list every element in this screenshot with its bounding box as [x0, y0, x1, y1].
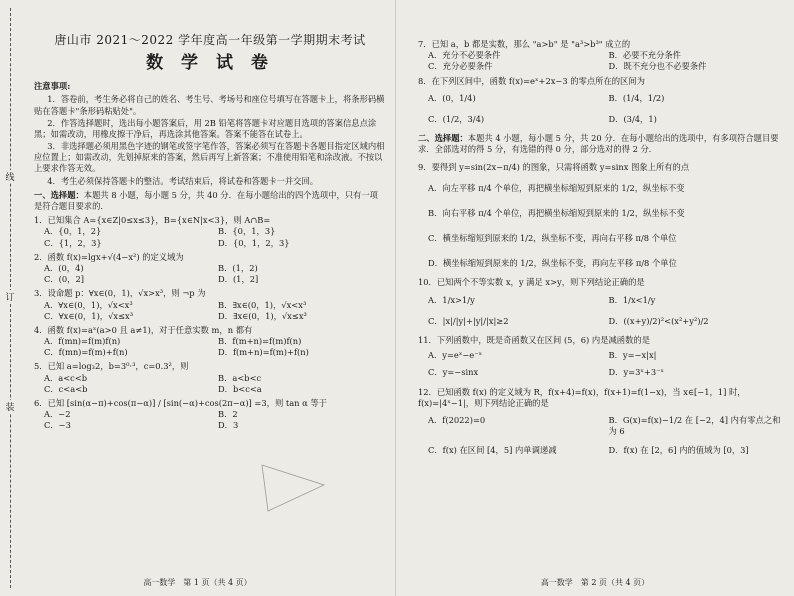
option: D．∃x∈(0，1)，√x≤x³	[218, 310, 307, 321]
binding-line	[0, 0, 22, 596]
question-stem: 4．函数 f(x)=aˣ(a>0 且 a≠1)，对于任意实数 m，n 都有	[34, 324, 253, 335]
option: A．f(mn)=f(m)f(n)	[44, 336, 121, 347]
note-item: 2．作答选择题时，选出每小题答案后，用 2B 铅笔将答题卡对应题目选项的答案信息点涂黑；如需改动，用橡皮擦干净后，再选涂其他答案。答案不能答在试卷上。	[34, 117, 377, 139]
question-stem: 2．函数 f(x)=lgx+√(4−x²) 的定义域为	[34, 251, 184, 262]
question-1	[34, 215, 386, 249]
option: C．横坐标缩短到原来的 1/2，纵坐标不变，再向右平移 π/8 个单位	[428, 233, 677, 244]
question-9	[418, 162, 783, 270]
binding-mark: 线	[2, 170, 18, 183]
question-stem: 7．已知 a，b 都是实数，那么 "a>b" 是 "a³>b³" 成立的	[418, 39, 631, 49]
option: B．a<b<c	[218, 372, 262, 383]
option: D．既不充分也不必要条件	[608, 61, 707, 72]
option: B．(1/4，1/2)	[608, 92, 665, 103]
option: A．充分不必要条件	[428, 50, 501, 61]
question-stem: 1．已知集合 A={x∈Z|0≤x≤3}，B={x∈N|x<3}，则 A∩B=	[34, 215, 271, 226]
page-1-content	[34, 32, 386, 432]
question-stem: 11．下列函数中，既是奇函数又在区间 (5，6) 内是减函数的是	[418, 335, 650, 345]
page-2-content	[418, 36, 783, 457]
triangle-sketch-icon	[258, 455, 328, 515]
option: D．(3/4，1)	[608, 113, 657, 124]
option: C．(1/2，3/4)	[428, 113, 485, 124]
binding-mark: 订	[2, 290, 18, 303]
option: B．1/x<1/y	[608, 294, 656, 305]
question-stem: 12．已知函数 f(x) 的定义域为 R，f(x+4)=f(x)，f(x+1)=f(1−x)，当 x∈[−1，1] 时，f(x)=|4ˣ−1|，则下列结论正确的是	[418, 386, 746, 408]
binding-mark: 装	[2, 400, 18, 413]
note-item: 1．答卷前，考生务必将自己的姓名、考生号、考场号和座位号填写在答题卡上，将条形码横贴在答题卡"条形码粘贴处"。	[34, 94, 385, 116]
question-2	[34, 252, 386, 286]
option: C．f(mn)=f(m)+f(n)	[44, 347, 128, 358]
option: A．∀x∈(0，1)，√x<x³	[44, 299, 133, 310]
question-3	[34, 288, 386, 322]
question-12	[418, 387, 783, 457]
exam-subtitle: 数 学 试 卷	[146, 53, 274, 74]
option: C．c<a<b	[44, 383, 88, 394]
section-instructions: 本题共 8 小题，每小题 5 分，共 40 分．在每小题给出的四个选项中，只有一项是符合题目要求的．	[34, 189, 378, 211]
question-stem: 5．已知 a=log₃2，b=3⁰·³，c=0.3²，则	[34, 361, 189, 372]
question-4	[34, 325, 386, 359]
option: A．(0，4)	[44, 262, 84, 273]
option: A．a<c<b	[44, 372, 88, 383]
option: C．充分必要条件	[428, 61, 493, 72]
option: C．f(x) 在区间 [4，5] 内单调递减	[428, 445, 557, 456]
option: C．∀x∈(0，1)，√x≤x³	[44, 310, 134, 321]
option: A．(0，1/4)	[428, 92, 476, 103]
section-label: 一、选择题：	[34, 189, 84, 200]
question-stem: 6．已知 [sin(α−π)+cos(π−α)] / [sin(−α)+cos(2π−α)] =3，则 tan α 等于	[34, 398, 327, 408]
option: B．f(m+n)=f(m)f(n)	[218, 336, 302, 347]
option: C．y=−sinx	[428, 367, 479, 378]
option: B．2	[218, 409, 238, 420]
option: A．1/x>1/y	[428, 294, 475, 305]
exam-title: 唐山市 2021～2022 学年度高一年级第一学期期末考试	[54, 33, 366, 47]
page-2	[396, 0, 794, 596]
note-item: 4．考生必须保持答题卡的整洁。考试结束后，将试卷和答题卡一并交回。	[47, 175, 319, 186]
option: C．(0，2]	[44, 274, 84, 285]
option: D．横坐标缩短到原来的 1/2，纵坐标不变，再向左平移 π/8 个单位	[428, 258, 677, 269]
option: A．−2	[44, 409, 71, 420]
option: B．G(x)=f(x)−1/2 在 [−2，4] 内有零点之和为 6	[608, 414, 781, 437]
page-footer: 高一数学 第 2 页（共 4 页）	[540, 578, 650, 587]
option: D．b<c<a	[218, 383, 262, 394]
note-item: 3．非选择题必须用黑色字迹的钢笔或签字笔作答，答案必须写在答题卡各题目指定区域内相应位置上；如需改动，先划掉原来的答案，然后再写上新答案；不准使用铅笔和涂改液。不按以上要求作答无效。	[34, 141, 385, 174]
option: D．(1，2]	[218, 274, 259, 285]
option: B．∃x∈(0，1)，√x<x³	[218, 299, 307, 310]
option: A．f(2022)=0	[428, 414, 486, 425]
option: A．{0，1，2}	[44, 226, 102, 237]
section-2-heading	[418, 133, 783, 155]
option: A．y=eˣ−e⁻ˣ	[428, 350, 483, 361]
option: B．向右平移 π/4 个单位，再把横坐标缩短到原来的 1/2，纵坐标不变	[428, 207, 685, 218]
option: D．((x+y)/2)²<(x²+y²)/2	[608, 315, 709, 326]
question-11	[418, 335, 783, 379]
question-stem: 3．设命题 p：∀x∈(0，1)，√x>x³，则 ¬p 为	[34, 288, 206, 299]
option: D．f(m+n)=f(m)+f(n)	[218, 347, 309, 358]
question-7	[418, 39, 783, 73]
option: C．{1，2，3}	[44, 237, 102, 248]
option: D．y=3ˣ+3⁻ˣ	[608, 367, 665, 378]
question-stem: 10．已知两个不等实数 x，y 满足 x>y，则下列结论正确的是	[418, 277, 645, 288]
option: D．{0，1，2，3}	[218, 237, 290, 248]
notes-heading: 注意事项:	[34, 81, 71, 92]
option: C．−3	[44, 420, 71, 431]
option: A．向左平移 π/4 个单位，再把横坐标缩短到原来的 1/2，纵坐标不变	[428, 182, 685, 193]
option: B．y=−x|x|	[608, 350, 657, 361]
option: B．必要不充分条件	[608, 50, 681, 61]
question-stem: 9．要得到 y=sin(2x−π/4) 的图象，只需将函数 y=sinx 图象上所有的点	[418, 161, 690, 172]
page-footer: 高一数学 第 1 页（共 4 页）	[143, 578, 252, 587]
question-5	[34, 361, 386, 395]
section-1-heading	[34, 190, 386, 212]
question-stem: 8．在下列区间中，函数 f(x)=eˣ+2x−3 的零点所在的区间为	[418, 75, 645, 86]
option: D．f(x) 在 [2，6] 内的值域为 [0，3]	[608, 445, 749, 456]
section-label: 二、选择题：	[418, 133, 468, 144]
option: D．3	[218, 420, 239, 431]
question-6	[34, 398, 386, 432]
option: B．{0，1，3}	[218, 226, 276, 237]
section-instructions: 本题共 4 小题，每小题 5 分，共 20 分．在每小题给出的选项中，有多项符合题目要求．全部选对的得 5 分，有选错的得 0 分，部分选对的得 2 分．	[418, 133, 779, 155]
question-10	[418, 277, 783, 327]
option: B．(1，2)	[218, 262, 258, 273]
option: C．|x|/|y|+|y|/|x|≥2	[428, 315, 509, 326]
page-1	[0, 0, 396, 596]
question-8	[418, 76, 783, 126]
